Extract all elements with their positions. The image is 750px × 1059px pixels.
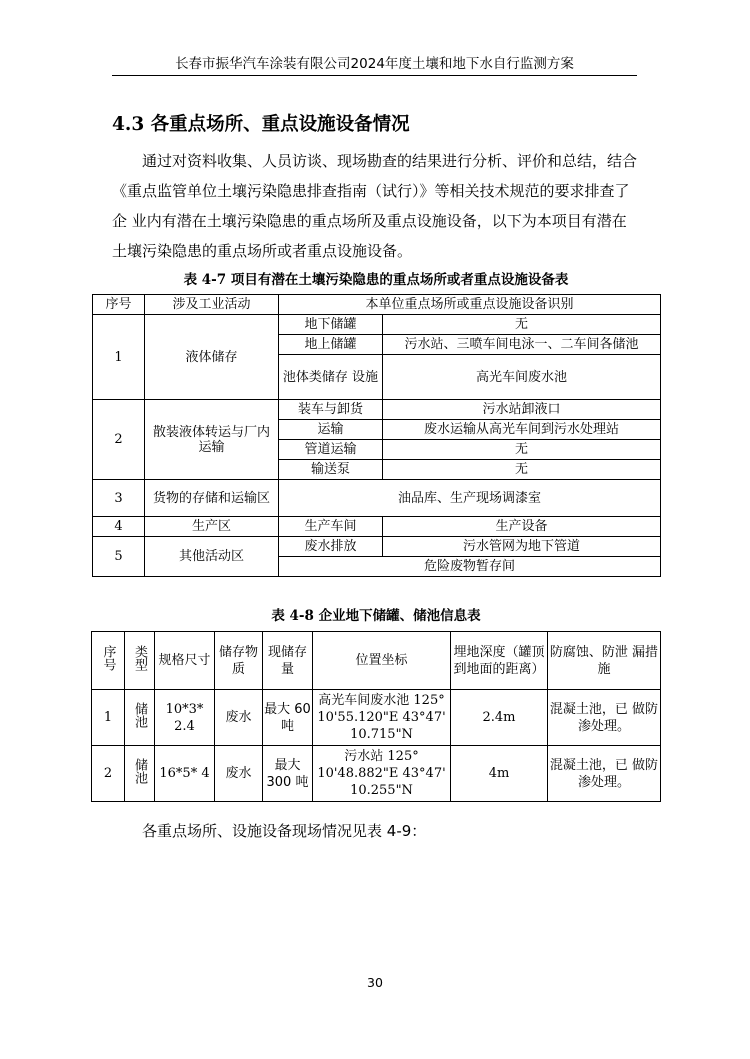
row-detail: 污水管网为地下管道 bbox=[383, 537, 661, 557]
header-type: 类型 bbox=[132, 645, 147, 671]
header-depth: 埋地深度（罐顶到地面的距离） bbox=[451, 632, 548, 690]
table2-caption: 表 4-8 企业地下储罐、储池信息表 bbox=[271, 608, 481, 624]
row-size: 16*5* 4 bbox=[155, 746, 215, 802]
table-row bbox=[92, 746, 661, 802]
row-medium: 废水 bbox=[215, 746, 263, 802]
row-item: 运输 bbox=[279, 420, 383, 440]
row-activity: 液体储存 bbox=[145, 315, 279, 400]
row-item: 输送泵 bbox=[279, 460, 383, 480]
row-item: 装车与卸货 bbox=[279, 400, 383, 420]
row-detail: 无 bbox=[383, 440, 661, 460]
header-location: 位置坐标 bbox=[313, 632, 451, 690]
key-sites-table bbox=[92, 294, 661, 577]
header-medium: 储存物质 bbox=[215, 632, 263, 690]
row-item: 地上储罐 bbox=[279, 335, 383, 355]
row-type: 储池 bbox=[132, 702, 147, 728]
row-no: 2 bbox=[92, 746, 125, 802]
row-depth: 4m bbox=[451, 746, 548, 802]
row-no: 3 bbox=[93, 480, 145, 517]
row-location: 污水站 125° 10'48.882"E 43°47' 10.255"N bbox=[313, 746, 451, 802]
row-medium: 废水 bbox=[215, 690, 263, 746]
closing-paragraph: 各重点场所、设施设备现场情况见表 4-9： bbox=[142, 822, 427, 840]
row-detail: 污水站、三喷车间电泳一、二车间各储池 bbox=[383, 335, 661, 355]
row-type: 储池 bbox=[132, 758, 147, 784]
row-amount: 最大 60 吨 bbox=[263, 690, 313, 746]
table-row bbox=[93, 315, 661, 335]
row-item: 管道运输 bbox=[279, 440, 383, 460]
section-title: 4.3 各重点场所、重点设施设备情况 bbox=[112, 114, 410, 135]
row-location: 高光车间废水池 125° 10'55.120"E 43°47' 10.715"N bbox=[313, 690, 451, 746]
table-header-row bbox=[92, 632, 661, 690]
table-row bbox=[92, 690, 661, 746]
row-item: 生产车间 bbox=[279, 517, 383, 537]
document-header: 长春市振华汽车涂装有限公司2024年度土壤和地下水自行监测方案 bbox=[175, 56, 574, 72]
row-measure: 混凝土池，已 做防渗处理。 bbox=[548, 690, 661, 746]
table1-caption: 表 4-7 项目有潜在土壤污染隐患的重点场所或者重点设施设备表 bbox=[183, 272, 569, 288]
intro-paragraph: 通过对资料收集、人员访谈、现场勘查的结果进行分析、评价和总结，结合《重点监管单位土壤污染隐患排查指南（试行）》等相关技术规范的要求排查了企 业内有潜在土壤污染隐患的重点场所及重点设施设备，以下为本项目有潜在土壤污染隐患的重点场所或者重点设施设备。 bbox=[112, 152, 638, 260]
row-activity: 生产区 bbox=[145, 517, 279, 537]
table-row bbox=[93, 517, 661, 537]
header-activity: 涉及工业活动 bbox=[145, 295, 279, 315]
storage-tank-table bbox=[91, 631, 661, 802]
header-measure: 防腐蚀、防泄 漏措施 bbox=[548, 632, 661, 690]
row-no: 1 bbox=[92, 690, 125, 746]
table-row bbox=[93, 537, 661, 557]
row-detail-merged: 危险废物暂存间 bbox=[279, 557, 661, 577]
row-detail-merged: 油品库、生产现场调漆室 bbox=[279, 480, 661, 517]
row-detail: 无 bbox=[383, 315, 661, 335]
row-item: 池体类储存 设施 bbox=[279, 355, 383, 400]
table-header-row bbox=[93, 295, 661, 315]
header-divider bbox=[112, 75, 637, 76]
header-size: 规格尺寸 bbox=[155, 632, 215, 690]
page-number: 30 bbox=[367, 975, 383, 990]
row-amount: 最大 300 吨 bbox=[263, 746, 313, 802]
header-no: 序号 bbox=[93, 295, 145, 315]
header-identify: 本单位重点场所或重点设施设备识别 bbox=[279, 295, 661, 315]
row-detail: 高光车间废水池 bbox=[383, 355, 661, 400]
row-depth: 2.4m bbox=[451, 690, 548, 746]
row-no: 5 bbox=[93, 537, 145, 577]
row-detail: 生产设备 bbox=[383, 517, 661, 537]
row-activity: 散装液体转运与厂内运输 bbox=[145, 400, 279, 480]
header-no: 序号 bbox=[100, 645, 116, 671]
row-activity: 其他活动区 bbox=[145, 537, 279, 577]
row-item: 废水排放 bbox=[279, 537, 383, 557]
table-row bbox=[93, 480, 661, 517]
row-no: 4 bbox=[93, 517, 145, 537]
row-no: 2 bbox=[93, 400, 145, 480]
row-detail: 污水站卸液口 bbox=[383, 400, 661, 420]
row-activity: 货物的存储和运输区 bbox=[145, 480, 279, 517]
row-detail: 无 bbox=[383, 460, 661, 480]
row-detail: 废水运输从高光车间到污水处理站 bbox=[383, 420, 661, 440]
header-amount: 现储存量 bbox=[263, 632, 313, 690]
table-row bbox=[93, 400, 661, 420]
row-no: 1 bbox=[93, 315, 145, 400]
row-item: 地下储罐 bbox=[279, 315, 383, 335]
row-measure: 混凝土池，已 做防渗处理。 bbox=[548, 746, 661, 802]
row-size: 10*3* 2.4 bbox=[155, 690, 215, 746]
